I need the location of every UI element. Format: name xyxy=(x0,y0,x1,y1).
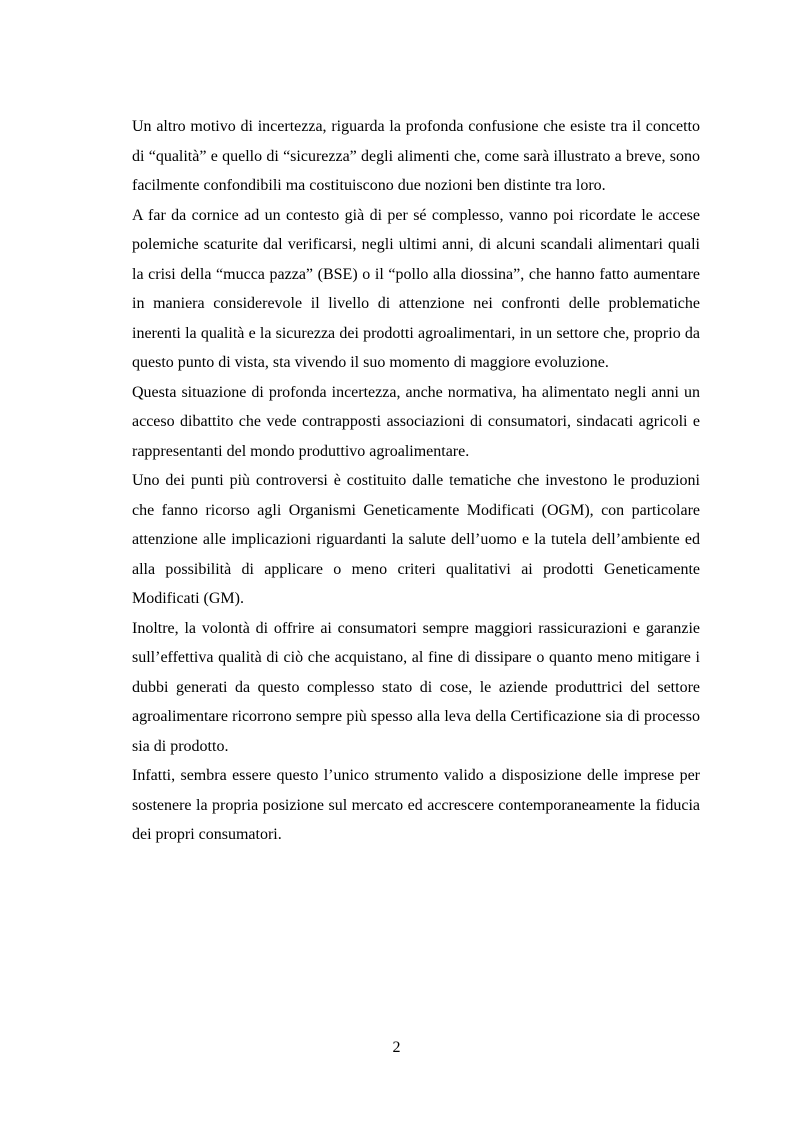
paragraph: Inoltre, la volontà di offrire ai consumatori sempre maggiori rassicurazioni e garanzie sull’effettiva qualità di ciò che acquistano, al fine di dissipare o quanto meno mitigare i dubbi generati da questo complesso stato di cose, le aziende produttrici del settore agroalimentare ricorrono sempre più spesso alla leva della Certificazione sia di processo sia di prodotto. xyxy=(132,619,700,755)
paragraph: Un altro motivo di incertezza, riguarda la profonda confusione che esiste tra il concetto di “qualità” e quello di “sicurezza” degli alimenti che, come sarà illustrato a breve, sono facilmente confondibili ma costituiscono due nozioni ben distinte tra loro. xyxy=(132,118,700,194)
body-text xyxy=(132,112,700,850)
page-number: 2 xyxy=(392,1039,401,1056)
paragraph: A far da cornice ad un contesto già di per sé complesso, vanno poi ricordate le accese polemiche scaturite dal verificarsi, negli ultimi anni, di alcuni scandali alimentari quali la crisi della “mucca pazza” (BSE) o il “pollo alla diossina”, che hanno fatto aumentare in maniera considerevole il livello di attenzione nei confronti delle problematiche inerenti la qualità e la sicurezza dei prodotti agroalimentari, in un settore che, proprio da questo punto di vista, sta vivendo il suo momento di maggiore evoluzione. xyxy=(132,206,700,371)
paragraph: Infatti, sembra essere questo l’unico strumento valido a disposizione delle imprese per sostenere la propria posizione sul mercato ed accrescere contemporaneamente la fiducia dei propri consumatori. xyxy=(132,767,700,843)
paragraph: Questa situazione di profonda incertezza, anche normativa, ha alimentato negli anni un acceso dibattito che vede contrapposti associazioni di consumatori, sindacati agricoli e rappresentanti del mondo produttivo agroalimentare. xyxy=(132,383,700,460)
paragraph: Uno dei punti più controversi è costituito dalle tematiche che investono le produzioni che fanno ricorso agli Organismi Geneticamente Modificati (OGM), con particolare attenzione alle implicazioni riguardanti la salute dell’uomo e la tutela dell’ambiente ed alla possibilità di applicare o meno criteri qualitativi ai prodotti Geneticamente Modificati (GM). xyxy=(132,472,700,607)
